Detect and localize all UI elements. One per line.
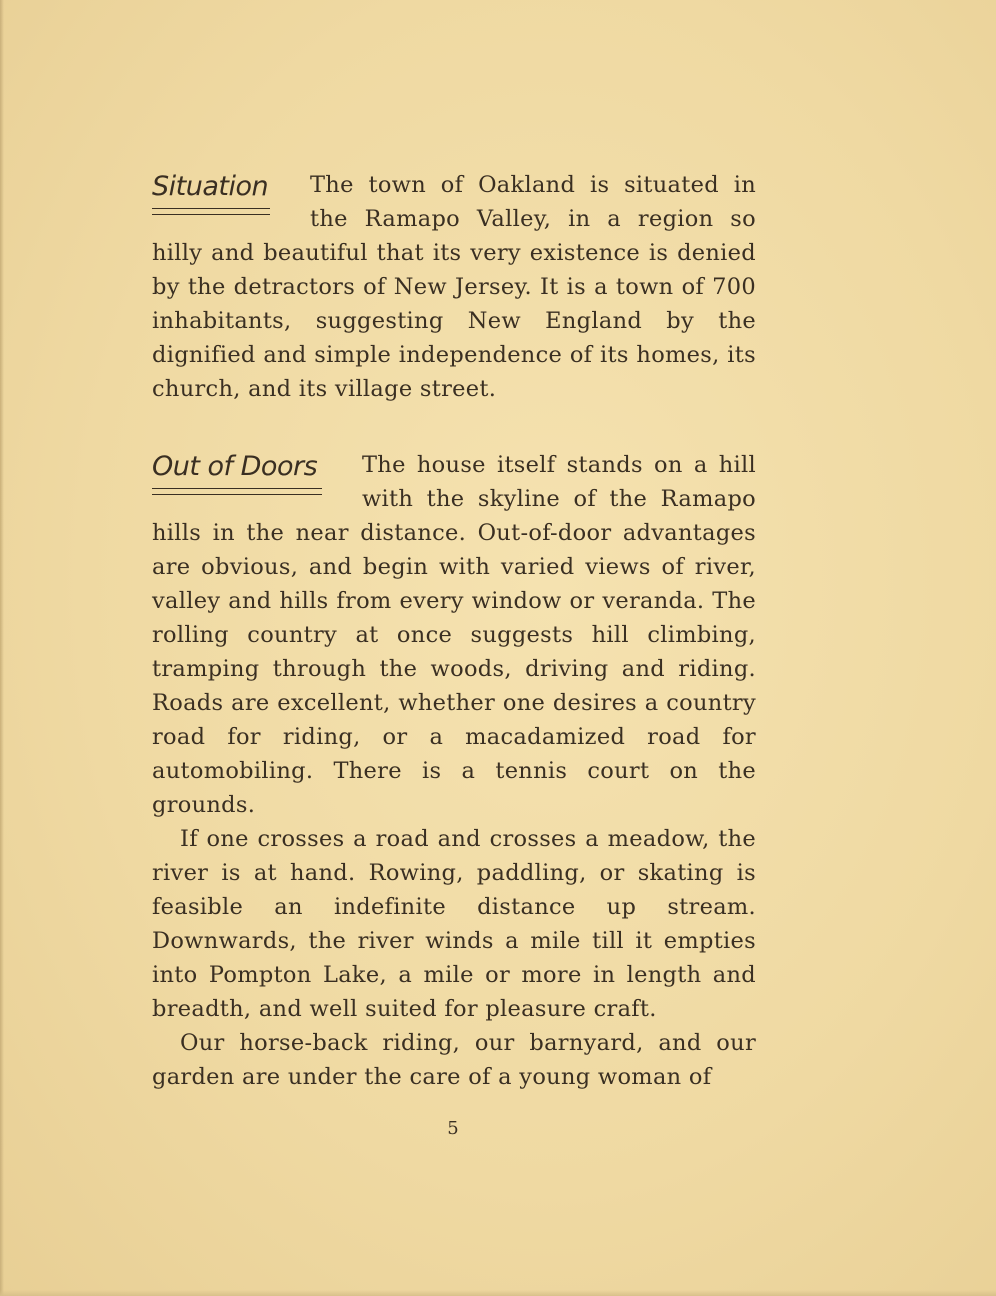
section-situation	[152, 168, 756, 406]
page-number: 5	[447, 1118, 459, 1139]
section-out-of-doors	[152, 448, 756, 1094]
paragraph: Our horse-back riding, our barnyard, and our garden are under the care of a young woman of	[152, 1030, 756, 1090]
heading-text: Out of Doors	[152, 451, 318, 482]
paragraph: The house itself stands on a hill with the skyline of the Ramapo hills in the near distance. Out-of-door advantages are obvious, and begin with varied views of river, valley and hills from every window or veranda. The rolling country at once suggests hill climbing, tramping through the woods, driving and riding. Roads are excellent, whether one desires a country road for riding, or a macadamized road for automobiling. There is a tennis court on the grounds.	[152, 452, 756, 818]
heading-double-rule	[152, 488, 322, 495]
page-bottom-edge	[0, 1290, 996, 1296]
section-body	[152, 448, 756, 1094]
page-left-edge	[0, 0, 4, 1296]
paragraph: The town of Oakland is situated in the Ramapo Valley, in a region so hilly and beautiful that its very existence is denied by the detractors of New Jersey. It is a town of 700 inhabitants, suggesting New England by the dignified and simple independence of its homes, its church, and its village street.	[152, 172, 756, 402]
section-heading-situation	[152, 168, 270, 215]
paragraph: If one crosses a road and crosses a meadow, the river is at hand. Rowing, paddling, or skating is feasible an indefinite distance up stream. Downwards, the river winds a mile till it empties into Pompton Lake, a mile or more in length and breadth, and well suited for pleasure craft.	[152, 826, 756, 1022]
heading-text: Situation	[152, 171, 269, 202]
heading-double-rule	[152, 208, 270, 215]
section-heading-out-of-doors	[152, 448, 322, 495]
